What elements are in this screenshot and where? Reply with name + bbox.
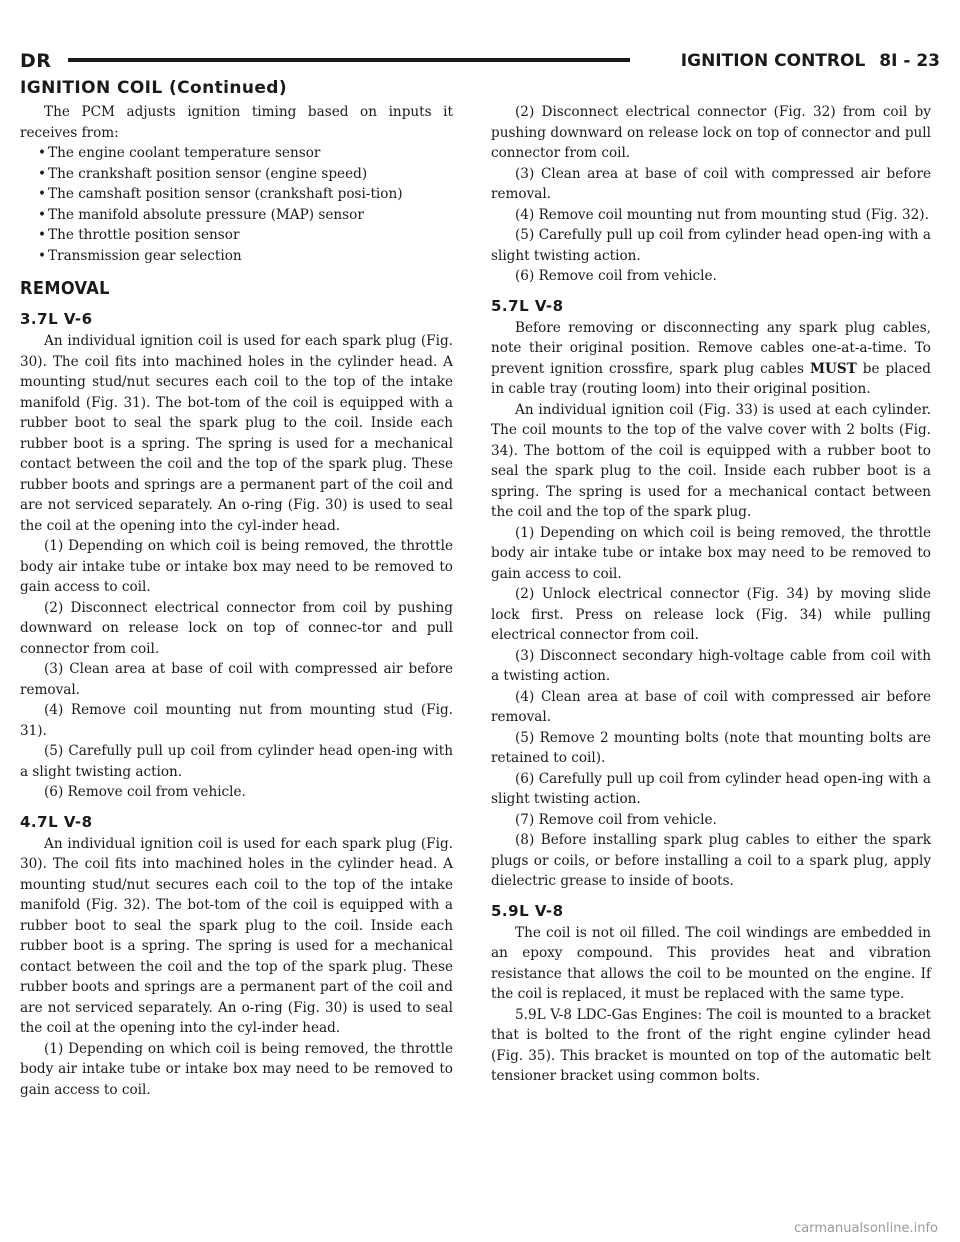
caution-paragraph (491, 318, 931, 400)
step-paragraph: (3) Disconnect secondary high-voltage cable from coil with a twisting action. (491, 647, 931, 684)
page-number: 8I - 23 (879, 51, 940, 71)
intro-paragraph: The PCM adjusts ignition timing based on inputs it receives from: (20, 104, 453, 141)
section-name: IGNITION CONTROL (680, 51, 866, 71)
step-paragraph: (6) Remove coil from vehicle. (44, 784, 246, 800)
step-paragraph: (5) Remove 2 mounting bolts (note that mounting bolts are retained to coil). (491, 729, 931, 766)
step-paragraph: (4) Clean area at base of coil with compressed air before removal. (491, 688, 931, 725)
step-paragraph: (1) Depending on which coil is being removed, the throttle body air intake tube or intake box may need to be removed to gain access to coil. (491, 524, 931, 582)
bullet-item: • The camshaft position sensor (crankshaft posi-tion) (20, 184, 453, 205)
left-column (20, 102, 453, 1100)
heading-4-7l-v8: 4.7L V-8 (20, 812, 93, 831)
must-emphasis: MUST (809, 360, 857, 377)
step-paragraph: (1) Depending on which coil is being removed, the throttle body air intake tube or intake box may need to be removed to gain access to coil. (20, 1040, 453, 1098)
section-title: IGNITION COIL (Continued) (20, 78, 288, 98)
heading-3-7l-v6: 3.7L V-6 (20, 310, 93, 328)
step-paragraph: (2) Disconnect electrical connector from coil by pushing downward on release lock on top of connec-tor and pull connector from coil. (20, 599, 453, 657)
bullet-item: • The engine coolant temperature sensor (20, 143, 453, 164)
header-rule (68, 58, 630, 62)
bullet-item: • The manifold absolute pressure (MAP) sensor (20, 205, 453, 226)
paragraph: 5.9L V-8 LDC-Gas Engines: The coil is mounted to a bracket that is bolted to the front of the right engine cylinder head (Fig. 35). This bracket is mounted on top of the automatic belt tensioner bracket using common bolts. (491, 1006, 931, 1084)
step-paragraph: (1) Depending on which coil is being removed, the throttle body air intake tube or intake box may need to be removed to gain access to coil. (20, 538, 453, 595)
step-paragraph: (3) Clean area at base of coil with compressed air before removal. (491, 165, 931, 202)
step-paragraph: (8) Before installing spark plug cables to either the spark plugs or coils, or before installing a coil to a spark plug, apply dielectric grease to inside of boots. (491, 832, 931, 889)
bullet-item: • The crankshaft position sensor (engine speed) (20, 164, 453, 185)
paragraph: An individual ignition coil (Fig. 33) is used at each cylinder. The coil mounts to the top of the valve cover with 2 bolts (Fig. 34). The bottom of the coil is equipped with a rubber boot to seal the spark plug to the coil. Inside each rubber boot is a spring. The spring is used for a mechanical contact between the coil and the top of the spark plug. (491, 401, 931, 520)
heading-5-7l-v8: 5.7L V-8 (491, 296, 564, 315)
caution-text-a: Before removing or disconnecting any spark plug cables, note their original position. Remove cables one-at-a-time. To prevent ignition crossfire, spark plug cables (491, 319, 931, 377)
step-paragraph: (2) Disconnect electrical connector (Fig. 32) from coil by pushing downward on release lock on top of connector and pull connector from coil. (491, 104, 931, 161)
header-right (681, 48, 940, 74)
step-paragraph: (4) Remove coil mounting nut from mounting stud (Fig. 31). (20, 702, 453, 739)
step-paragraph: (7) Remove coil from vehicle. (515, 811, 717, 828)
watermark-link[interactable]: carmanualsonline.info (794, 1221, 938, 1236)
step-paragraph: (5) Carefully pull up coil from cylinder head open-ing with a slight twisting action. (491, 227, 931, 264)
step-paragraph: (5) Carefully pull up coil from cylinder head open-ing with a slight twisting action. (20, 743, 453, 780)
heading-5-9l-v8: 5.9L V-8 (491, 901, 564, 920)
paragraph: The coil is not oil filled. The coil windings are embedded in an epoxy compound. This provides heat and vibration resistance that allows the coil to be mounted on the engine. If the coil is replaced, it must be replaced with the same type. (491, 924, 931, 1002)
paragraph: An individual ignition coil is used for each spark plug (Fig. 30). The coil fits into machined holes in the cylinder head. A mounting stud/nut secures each coil to the top of the intake manifold (Fig. 31). The bot-tom of the coil is equipped with a rubber boot to seal the spark plug to the coil. Inside each rubber boot is a spring. The spring is used for a mechanical contact between the coil and the top of the spark plug. These rubber boots and springs are a permanent part of the coil and are not serviced separately. An o-ring (Fig. 30) is used to seal the coil at the opening into the cyl-inder head. (20, 333, 453, 534)
page-header (20, 48, 940, 74)
step-paragraph: (6) Carefully pull up coil from cylinder head open-ing with a slight twisting action. (491, 770, 931, 807)
manual-code: DR (20, 50, 52, 72)
step-paragraph: (3) Clean area at base of coil with compressed air before removal. (20, 661, 453, 698)
step-paragraph: (2) Unlock electrical connector (Fig. 34) by moving slide lock first. Press on release lock (Fig. 34) while pulling electrical connector from coil. (491, 586, 931, 643)
step-paragraph: (4) Remove coil mounting nut from mounting stud (Fig. 32). (515, 206, 929, 223)
removal-heading: REMOVAL (20, 278, 110, 299)
caution-text-b: be placed in cable tray (routing loom) into their original position. (491, 360, 931, 397)
bullet-item: • The throttle position sensor (20, 225, 453, 246)
step-paragraph: (6) Remove coil from vehicle. (515, 268, 717, 284)
input-bullet-list (20, 143, 453, 266)
bullet-item: • Transmission gear selection (20, 246, 453, 267)
paragraph: An individual ignition coil is used for each spark plug (Fig. 30). The coil fits into machined holes in the cylinder head. A mounting stud/nut secures each coil to the top of the intake manifold (Fig. 32). The bot-tom of the coil is equipped with a rubber boot to seal the spark plug to the coil. Inside each rubber boot is a spring. The spring is used for a mechanical contact between the coil and the top of the spark plug. These rubber boots and springs are a permanent part of the coil and are not serviced separately. An o-ring (Fig. 30) is used to seal the coil at the opening into the cyl-inder head. (20, 835, 453, 1036)
right-column (491, 102, 931, 1087)
